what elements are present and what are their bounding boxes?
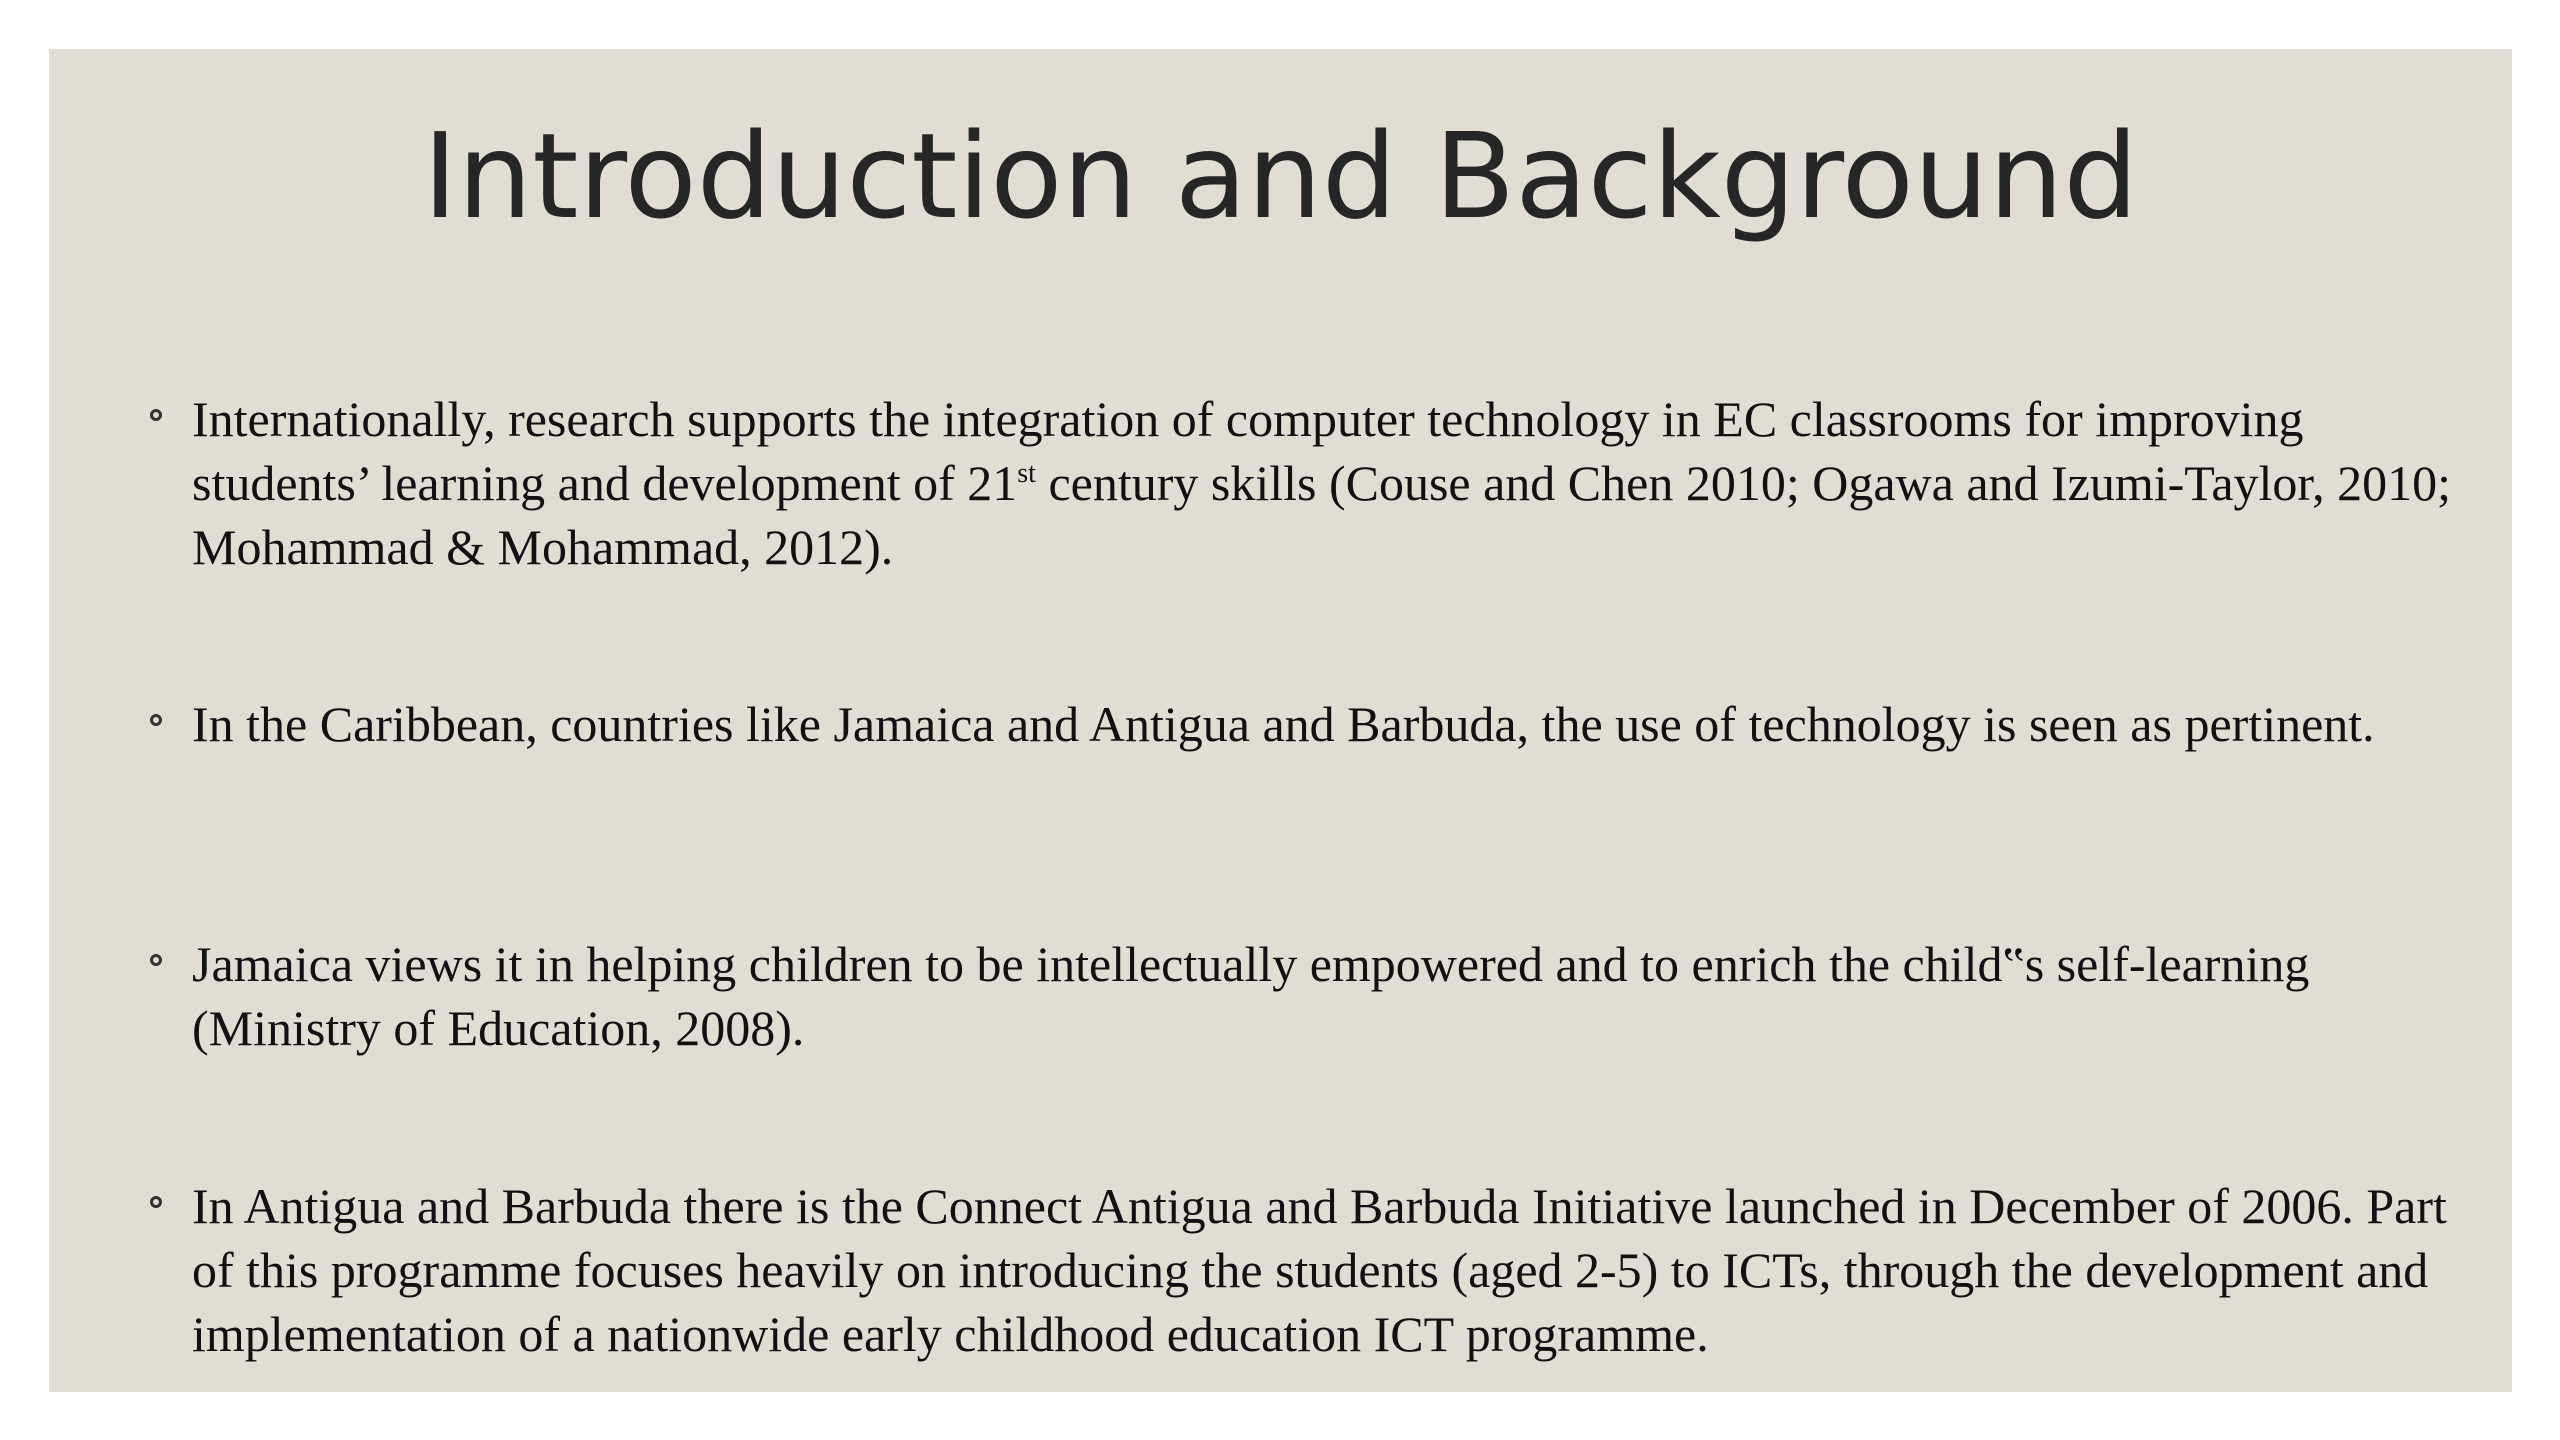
bullet-item-jamaica — [192, 932, 2472, 1060]
bullet-item-antigua-barbuda — [192, 1174, 2472, 1366]
bullet-text — [192, 387, 2472, 579]
ordinal-superscript: st — [1017, 458, 1036, 489]
bullet-circle-icon — [150, 409, 162, 421]
bullet-text-part: century skills (Couse and Chen 2010; Ogawa and Izumi-Taylor, 2010; Mohammad & Mohammad, 2012). — [192, 455, 2451, 575]
bullet-circle-icon — [150, 1196, 162, 1208]
bullet-item-international-research — [192, 387, 2472, 579]
bullet-list — [49, 49, 2512, 1392]
slide — [49, 49, 2512, 1392]
bullet-item-caribbean — [192, 692, 2472, 756]
bullet-text: Jamaica views it in helping children to be intellectually empowered and to enrich the child‟s self-learning (Ministry of Education, 2008). — [192, 936, 2310, 1056]
bullet-text: In Antigua and Barbuda there is the Connect Antigua and Barbuda Initiative launched in December of 2006. Part of this programme focuses heavily on introducing the students (aged 2-5) to ICTs, through the development and implementation of a nationwide early childhood education ICT programme. — [192, 1178, 2447, 1362]
bullet-text: In the Caribbean, countries like Jamaica and Antigua and Barbuda, the use of technology is seen as pertinent. — [192, 696, 2375, 752]
slide-title: Introduction and Background — [422, 107, 2139, 245]
bullet-circle-icon — [150, 714, 162, 726]
bullet-text-part: Internationally, research supports the integration of computer technology in EC classrooms for improving students’ learning and development of 21 — [192, 391, 2304, 511]
bullet-circle-icon — [150, 954, 162, 966]
